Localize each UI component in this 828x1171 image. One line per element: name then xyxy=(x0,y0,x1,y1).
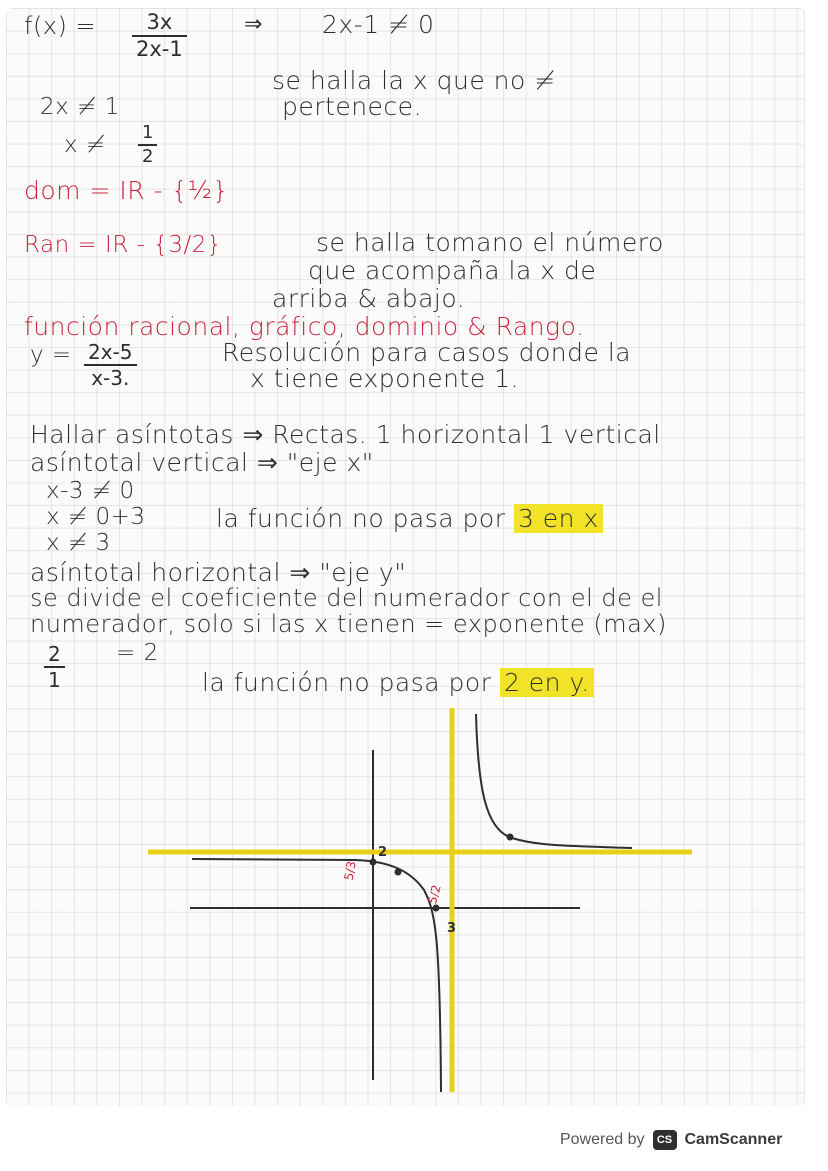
section-title-red: función racional, gráfico, dominio & Rango. xyxy=(24,312,585,341)
camscanner-watermark xyxy=(560,1126,782,1154)
y-label: y = xyxy=(30,342,72,368)
va-note xyxy=(216,504,603,533)
camscanner-logo-icon: CS xyxy=(653,1130,677,1150)
horizontal-asymptote-title: asíntotal horizontal ⇒ "eje y" xyxy=(30,558,407,587)
label-x-intercept: 5/2 xyxy=(425,883,444,906)
domain-result: dom = IR - {½} xyxy=(24,176,230,205)
ha-note xyxy=(202,668,594,697)
asymptotes-title: Hallar asíntotas ⇒ Rectas. 1 horizontal 1 vertical xyxy=(30,420,661,449)
resolution-line-1: Resolución para casos donde la xyxy=(222,338,632,367)
ha-fraction xyxy=(44,642,65,692)
range-result: Ran = IR - {3/2} xyxy=(24,232,223,258)
vertical-asymptote-title: asíntotal vertical ⇒ "eje x" xyxy=(30,448,374,477)
neq-step-2-numerator: 1 xyxy=(138,122,157,146)
range-note-1: se halla tomano el número xyxy=(316,228,664,257)
curve-point-upper xyxy=(507,834,514,841)
fx-label: f(x) = xyxy=(24,12,97,40)
neq-step-1: 2x ≠ 1 xyxy=(40,94,120,120)
range-note-3: arriba & abajo. xyxy=(272,284,466,313)
fx-fraction xyxy=(132,10,187,62)
va-step-3: x ≠ 3 xyxy=(46,530,111,556)
halla-line-1: se halla la x que no ≠ xyxy=(272,66,556,95)
curve-point-lower xyxy=(395,869,402,876)
label-horizontal-asymptote: 2 xyxy=(378,845,388,860)
y-fraction xyxy=(84,340,137,390)
camscanner-brand: CamScanner xyxy=(684,1131,783,1148)
va-note-text: la función no pasa por xyxy=(216,504,506,533)
neq-step-2-fraction xyxy=(138,122,157,168)
fx-denominator: 2x-1 xyxy=(136,37,183,61)
va-step-1: x-3 ≠ 0 xyxy=(46,478,135,504)
ha-denominator: 1 xyxy=(48,668,61,692)
ha-numerator: 2 xyxy=(44,642,65,668)
y-intercept-point xyxy=(370,859,377,866)
neq-step-2-denominator: 2 xyxy=(142,146,154,167)
resolution-line-2: x tiene exponente 1. xyxy=(250,364,519,393)
va-step-2: x ≠ 0+3 xyxy=(46,504,146,530)
halla-line-2: pertenece. xyxy=(282,92,423,121)
function-graph xyxy=(140,700,700,1100)
curve-upper-branch xyxy=(476,714,632,848)
va-note-highlight: 3 en x xyxy=(514,504,603,533)
ha-note-text: la función no pasa por xyxy=(202,668,492,697)
ha-note-highlight: 2 en y. xyxy=(500,668,594,697)
implies-arrow: ⇒ xyxy=(244,12,263,37)
label-y-intercept: 5/3 xyxy=(341,859,359,882)
ha-equals: = 2 xyxy=(116,640,159,666)
label-vertical-asymptote: 3 xyxy=(447,921,457,936)
ha-rule-2: numerador, solo si las x tienen = exponente (max) xyxy=(30,610,667,638)
powered-by-text: Powered by xyxy=(560,1131,645,1148)
ha-rule-1: se divide el coeficiente del numerador con el de el xyxy=(30,584,663,612)
y-denominator: x-3. xyxy=(91,366,130,390)
neq-step-2-prefix: x ≠ xyxy=(64,132,106,158)
domain-condition: 2x-1 ≠ 0 xyxy=(322,10,435,39)
y-numerator: 2x-5 xyxy=(84,340,137,366)
curve-lower-branch xyxy=(192,859,441,1092)
range-note-2: que acompaña la x de xyxy=(308,256,597,285)
fx-numerator: 3x xyxy=(132,10,187,37)
